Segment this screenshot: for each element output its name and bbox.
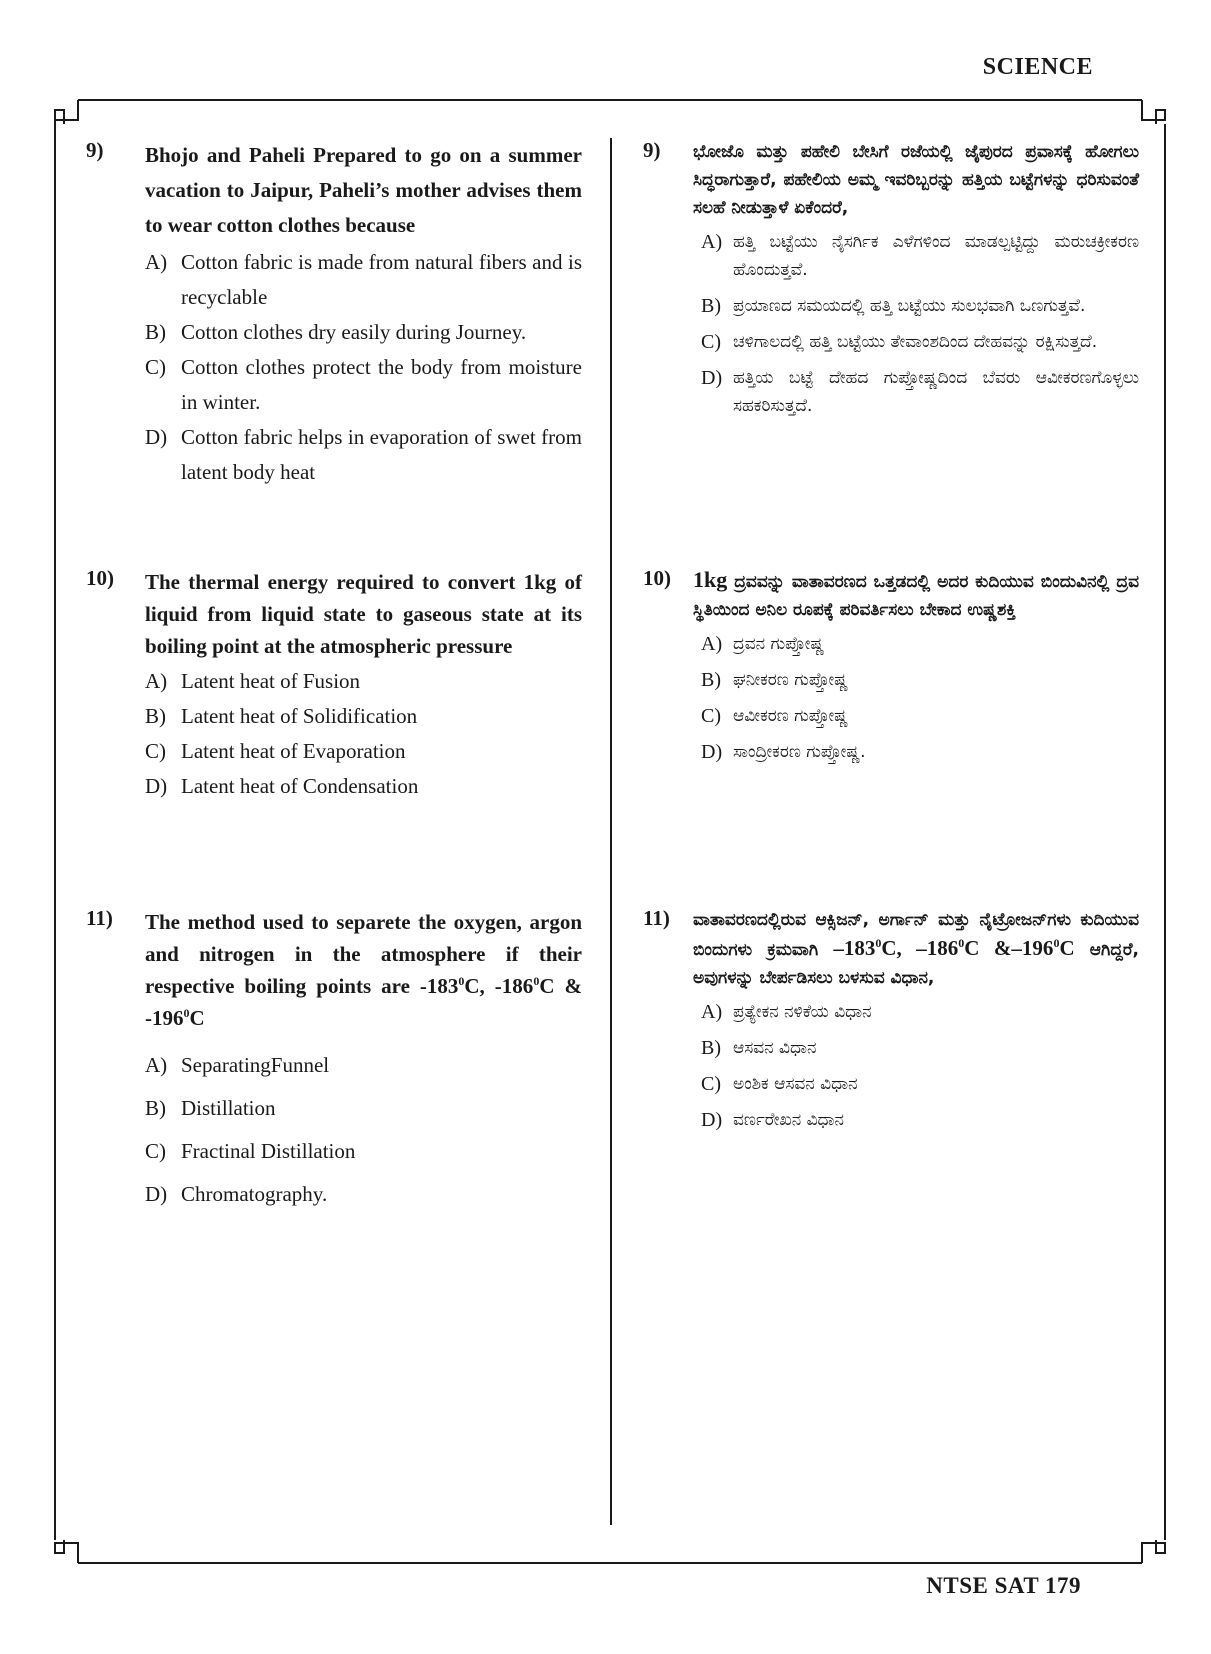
option-a: A) ಹತ್ತಿ ಬಟ್ಟೆಯು ನೈಸರ್ಗಿಕ ಎಳೆಗಳಿಂದ ಮಾಡಲ್ಪಟ್ಟಿದ್ದು ಮರುಚಕ್ರೀಕರಣ ಹೊಂದುತ್ತವೆ. <box>701 231 1139 280</box>
options-list <box>701 998 1139 1134</box>
question-11-en <box>86 906 582 1216</box>
question-stem: 1kg ದ್ರವವನ್ನು ವಾತಾವರಣದ ಒತ್ತಡದಲ್ಲಿ ಅದರ ಕುದಿಯುವ ಬಿಂದುವಿನಲ್ಲಿ ದ್ರವ ಸ್ಥಿತಿಯಿಂದ ಅನಿಲ ರೂಪಕ್ಕೆ ಪರಿವರ್ತಿಸಲು ಬೇಕಾದ ಉಷ್ಣಶಕ್ತಿ <box>693 567 1139 620</box>
question-number: 9) <box>643 138 661 162</box>
option-c: C) Cotton clothes protect the body from moisture in winter. <box>145 355 582 414</box>
question-stem: The method used to separete the oxygen, argon and nitrogen in the atmosphere if their respective boiling points are $-183^0C$, $-186^0C$ & $-196^0C$ <box>145 910 582 1030</box>
option-c: C) Latent heat of Evaporation <box>145 739 406 763</box>
question-stem: Bhojo and Paheli Prepared to go on a summer vacation to Jaipur, Paheli’s mother advises them to wear cotton clothes because <box>145 143 582 237</box>
options-list <box>145 664 582 804</box>
option-c: C) ಚಳಿಗಾಲದಲ್ಲಿ ಹತ್ತಿ ಬಟ್ಟೆಯು ತೇವಾಂಶದಿಂದ ದೇಹವನ್ನು ರಕ್ಷಿಸುತ್ತದೆ. <box>701 331 1098 353</box>
option-c: C) ಅಂಶಿಕ ಆಸವನ ವಿಧಾನ <box>701 1073 858 1095</box>
option-d: D) ಸಾಂದ್ರೀಕರಣ ಗುಪ್ತೋಷ್ಣ. <box>701 741 866 763</box>
option-c: C) Fractinal Distillation <box>145 1139 356 1163</box>
option-d: D) Cotton fabric helps in evaporation of swet from latent body heat <box>145 425 582 484</box>
option-d: D) Chromatography. <box>145 1182 328 1206</box>
option-a: A) ಪ್ರತ್ಯೇಕನ ನಳಿಕೆಯ ವಿಧಾನ <box>701 1001 872 1023</box>
question-10-kn <box>643 566 1139 774</box>
question-9-kn <box>643 138 1139 428</box>
question-stem: ಭೋಜೊ ಮತ್ತು ಪಹೇಲಿ ಬೇಸಿಗೆ ರಜೆಯಲ್ಲಿ ಜೈಪುರದ ಪ್ರವಾಸಕ್ಕೆ ಹೋಗಲು ಸಿದ್ಧರಾಗುತ್ತಾರೆ, ಪಹೇಲಿಯ ಅಮ್ಮ ಇವರಿಬ್ಬರನ್ನು ಹತ್ತಿಯ ಬಟ್ಟೆಗಳನ್ನು ಧರಿಸುವಂತೆ ಸಲಹೆ ನೀಡುತ್ತಾಳೆ ಏಕೆಂದರೆ, <box>693 142 1139 218</box>
options-list <box>701 228 1139 420</box>
question-stem: The thermal energy required to convert 1kg of liquid from liquid state to gaseous state at its boiling point at the atmospheric pressure <box>145 570 582 658</box>
option-b: B) Distillation <box>145 1096 276 1120</box>
option-c: C) ಆವೀಕರಣ ಗುಪ್ತೋಷ್ಣ <box>701 705 849 727</box>
option-d: D) Latent heat of Condensation <box>145 774 419 798</box>
option-b: B) ಪ್ರಯಾಣದ ಸಮಯದಲ್ಲಿ ಹತ್ತಿ ಬಟ್ಟೆಯು ಸುಲಭವಾಗಿ ಒಣಗುತ್ತವೆ. <box>701 295 1086 317</box>
option-b: B) ಆಸವನ ವಿಧಾನ <box>701 1037 817 1059</box>
question-number: 11) <box>643 906 670 930</box>
option-a: A) Cotton fabric is made from natural fibers and is recyclable <box>145 250 582 309</box>
question-number: 10) <box>643 566 671 590</box>
option-b: B) ಘನೀಕರಣ ಗುಪ್ತೋಷ್ಣ <box>701 669 849 691</box>
options-list <box>145 1044 582 1216</box>
header-subject: SCIENCE <box>982 54 1093 80</box>
question-number: 9) <box>86 138 104 162</box>
option-d: D) ವರ್ಣರೇಖನ ವಿಧಾನ <box>701 1109 844 1131</box>
question-10-en <box>86 566 582 804</box>
option-a: A) Latent heat of Fusion <box>145 669 361 693</box>
question-number: 10) <box>86 566 114 590</box>
question-9-en <box>86 138 582 490</box>
option-a: A) SeparatingFunnel <box>145 1053 330 1077</box>
question-stem: ವಾತಾವರಣದಲ್ಲಿರುವ ಆಕ್ಸಿಜನ್, ಅರ್ಗಾನ್ ಮತ್ತು ನೈಟ್ರೋಜನ್‌ಗಳು ಕುದಿಯುವ ಬಿಂದುಗಳು ಕ್ರಮವಾಗಿ $-183^0C$, $-186^0C$ $\&-196^0C$ ಆಗಿದ್ದರೆ, ಅವುಗಳನ್ನು ಬೇರ್ಪಡಿಸಲು ಬಳಸುವ ವಿಧಾನ, <box>693 910 1139 988</box>
question-11-kn <box>643 906 1139 1142</box>
option-a: A) ದ್ರವನ ಗುಪ್ತೋಷ್ಣ <box>701 633 825 655</box>
question-number: 11) <box>86 906 113 930</box>
option-b: B) Latent heat of Solidification <box>145 704 418 728</box>
footer-page-number: NTSE SAT 179 <box>926 1573 1081 1598</box>
option-d: D) ಹತ್ತಿಯ ಬಟ್ಟೆ ದೇಹದ ಗುಪ್ತೋಷ್ಣದಿಂದ ಬೆವರು ಆವೀಕರಣಗೊಳ್ಳಲು ಸಹಕರಿಸುತ್ತದೆ. <box>701 367 1139 416</box>
option-b: B) Cotton clothes dry easily during Journey. <box>145 320 527 344</box>
options-list <box>701 630 1139 766</box>
options-list <box>145 245 582 490</box>
